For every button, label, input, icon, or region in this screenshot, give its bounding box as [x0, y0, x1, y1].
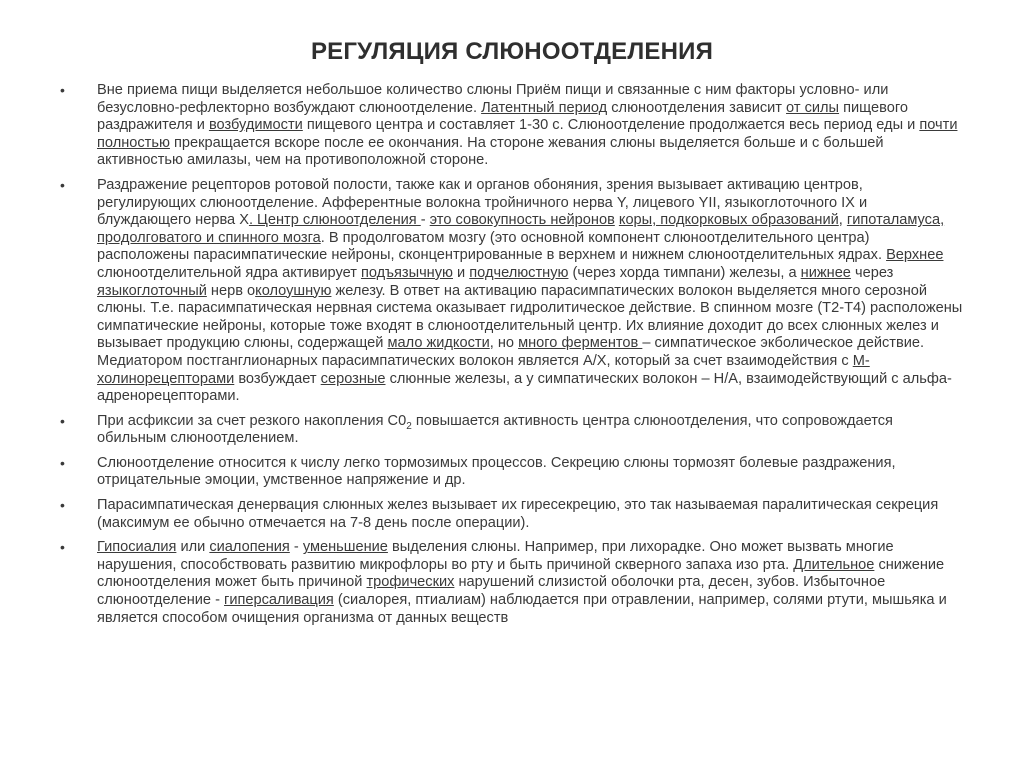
text-segment: прекращается вскоре после ее окончания. На стороне жевания слюны выделяется больше и с большей активностью амилазы, чем на противоположной стороне. — [97, 134, 884, 169]
text-segment: , — [838, 212, 847, 229]
underlined-term: почти полностью — [97, 117, 958, 151]
underlined-term: возбудимости — [208, 117, 303, 134]
text-segment: Раздражение рецепторов ротовой полости, также как и органов обоняния, зрения вызывает активацию центров, регулирующих слюноотделение. Афферентные волокна тройничного нерва Y, лицевого YII, языкоглоточного IX и блуждающего нерва X — [97, 176, 868, 229]
text-segment: выделения слюны. Например, при лихорадке. Оно может вызвать многие нарушения, способствовать развитию микрофлоры во рту и быть причиной скверного запаха изо рта. — [97, 539, 894, 573]
underlined-term: подъязычную — [360, 264, 453, 281]
underlined-term: Верхнее — [886, 247, 944, 264]
text-segment: слюнные железы, а у симпатических волокон – Н/А, взаимодействующий с альфа-адренорецепторами. — [97, 370, 952, 405]
bullet-item — [60, 539, 964, 627]
subscript: 2 — [406, 420, 412, 432]
text-segment: слюноотделительной ядра активирует — [97, 264, 361, 281]
underlined-term: это совокупность нейронов — [429, 212, 615, 229]
underlined-term: серозные — [320, 370, 386, 387]
underlined-term: уменьшение — [302, 539, 388, 556]
page-title: РЕГУЛЯЦИЯ СЛЮНООТДЕЛЕНИЯ — [310, 38, 714, 65]
underlined-term: Длительное — [793, 556, 875, 573]
underlined-term: М-холинорецепторами — [97, 352, 870, 387]
text-segment: При асфиксии за счет резкого накопления С0 — [97, 412, 407, 429]
underlined-term: коры, подкорковых образований — [618, 212, 839, 229]
underlined-term: Латентный период — [481, 99, 608, 116]
text-segment: железу. В ответ на активацию парасимпатических волокон выделяется много серозной слюны. Т.е. парасимпатическая нервная система оказывает гидролитическое действие. В спинном мозге (Т2-Т4) расположены симпатические нейроны, которые тоже входят в слюноотделительный центр. Их влияние доходит до всех слюнных желез и вызывает продукцию слюны, содержащей — [97, 282, 963, 352]
bullet-dot-icon: • — [60, 82, 65, 98]
underlined-term: Гипосиалия — [97, 539, 177, 556]
text-segment: (сиалорея, птиалиам) наблюдается при отравлении, например, солями ртути, мышьяка и является способом очищения организма от данных веществ — [97, 592, 947, 626]
bullet-dot-icon: • — [60, 176, 65, 193]
text-segment: Вне приема пищи выделяется небольшое количество слюны Приём пищи и связанные с ним факторы условно- или безусловно-рефлекторно возбуждают слюноотделение. — [97, 82, 889, 116]
underlined-term: много ферментов — [518, 335, 643, 352]
underlined-term: нижнее — [800, 264, 851, 281]
text-segment: возбуждает — [234, 370, 321, 387]
text-segment: пищевого центра и составляет 1-30 с. Слюноотделение продолжается весь период еды и — [302, 117, 920, 134]
text-segment: Парасимпатическая денервация слюнных желез вызывает их гиресекрецию, это так называемая паралитическая секреция (максимум ее обычно отмечается на 7-8 день после операции). — [97, 497, 939, 531]
underlined-term: гипоталамуса, продолговатого и спинного мозга — [97, 212, 945, 246]
text-segment: снижение слюноотделения может быть причиной — [97, 556, 945, 591]
bullet-dot-icon: • — [60, 412, 65, 429]
underlined-term: сиалопения — [209, 539, 290, 556]
underlined-term: гиперсаливация — [224, 592, 334, 609]
bullet-item — [60, 412, 964, 448]
underlined-term: подчелюстную — [469, 264, 569, 281]
underlined-term: от силы — [786, 99, 840, 116]
text-segment: через — [850, 264, 894, 281]
text-segment: Слюноотделение относится к числу легко тормозимых процессов. Секрецию слюны тормозят болевые раздражения, отрицательные эмоции, умственное напряжение и др. — [97, 454, 896, 489]
text-segment: (через хорда тимпани) железы, а — [568, 264, 801, 281]
bullet-dot-icon: • — [60, 539, 65, 556]
underlined-term: трофических — [366, 574, 455, 591]
underlined-term: колоушную — [255, 282, 332, 299]
bullet-item — [60, 454, 964, 490]
bullet-list — [60, 82, 964, 634]
text-segment: - — [289, 539, 303, 556]
underlined-term: языкоглоточный — [97, 282, 207, 299]
bullet-item — [60, 176, 964, 406]
text-segment: слюноотделения зависит — [607, 99, 787, 116]
bullet-item — [60, 497, 964, 532]
text-segment: нерв о — [206, 282, 256, 299]
text-segment: - — [420, 212, 430, 229]
text-segment: , но — [489, 335, 519, 352]
text-segment: повышается активность центра слюноотделения, что сопровождается обильным слюноотделением. — [97, 412, 893, 447]
text-segment: и — [452, 264, 470, 281]
text-segment: . В продолговатом мозгу (это основной компонент слюноотделительного центра) расположены парасимпатические нейроны, сконцентрированные в верхнем и нижнем слюноотделительных ядрах. — [97, 229, 887, 264]
text-segment: пищевого раздражителя и — [97, 99, 908, 134]
underlined-term: . Центр слюноотделения — [248, 212, 421, 229]
text-segment: или — [176, 539, 210, 556]
text-segment: – симпатическое экболическое действие. Медиатором постганглионарных парасимпатических волокон является А/Х, который за счет взаимодействия с — [97, 335, 925, 369]
bullet-dot-icon: • — [60, 497, 65, 514]
underlined-term: мало жидкости — [387, 335, 490, 352]
bullet-dot-icon: • — [60, 454, 65, 471]
text-segment: нарушений слизистой оболочки рта, десен, зубов. Избыточное слюноотделение - — [97, 574, 886, 609]
bullet-item — [60, 82, 964, 170]
